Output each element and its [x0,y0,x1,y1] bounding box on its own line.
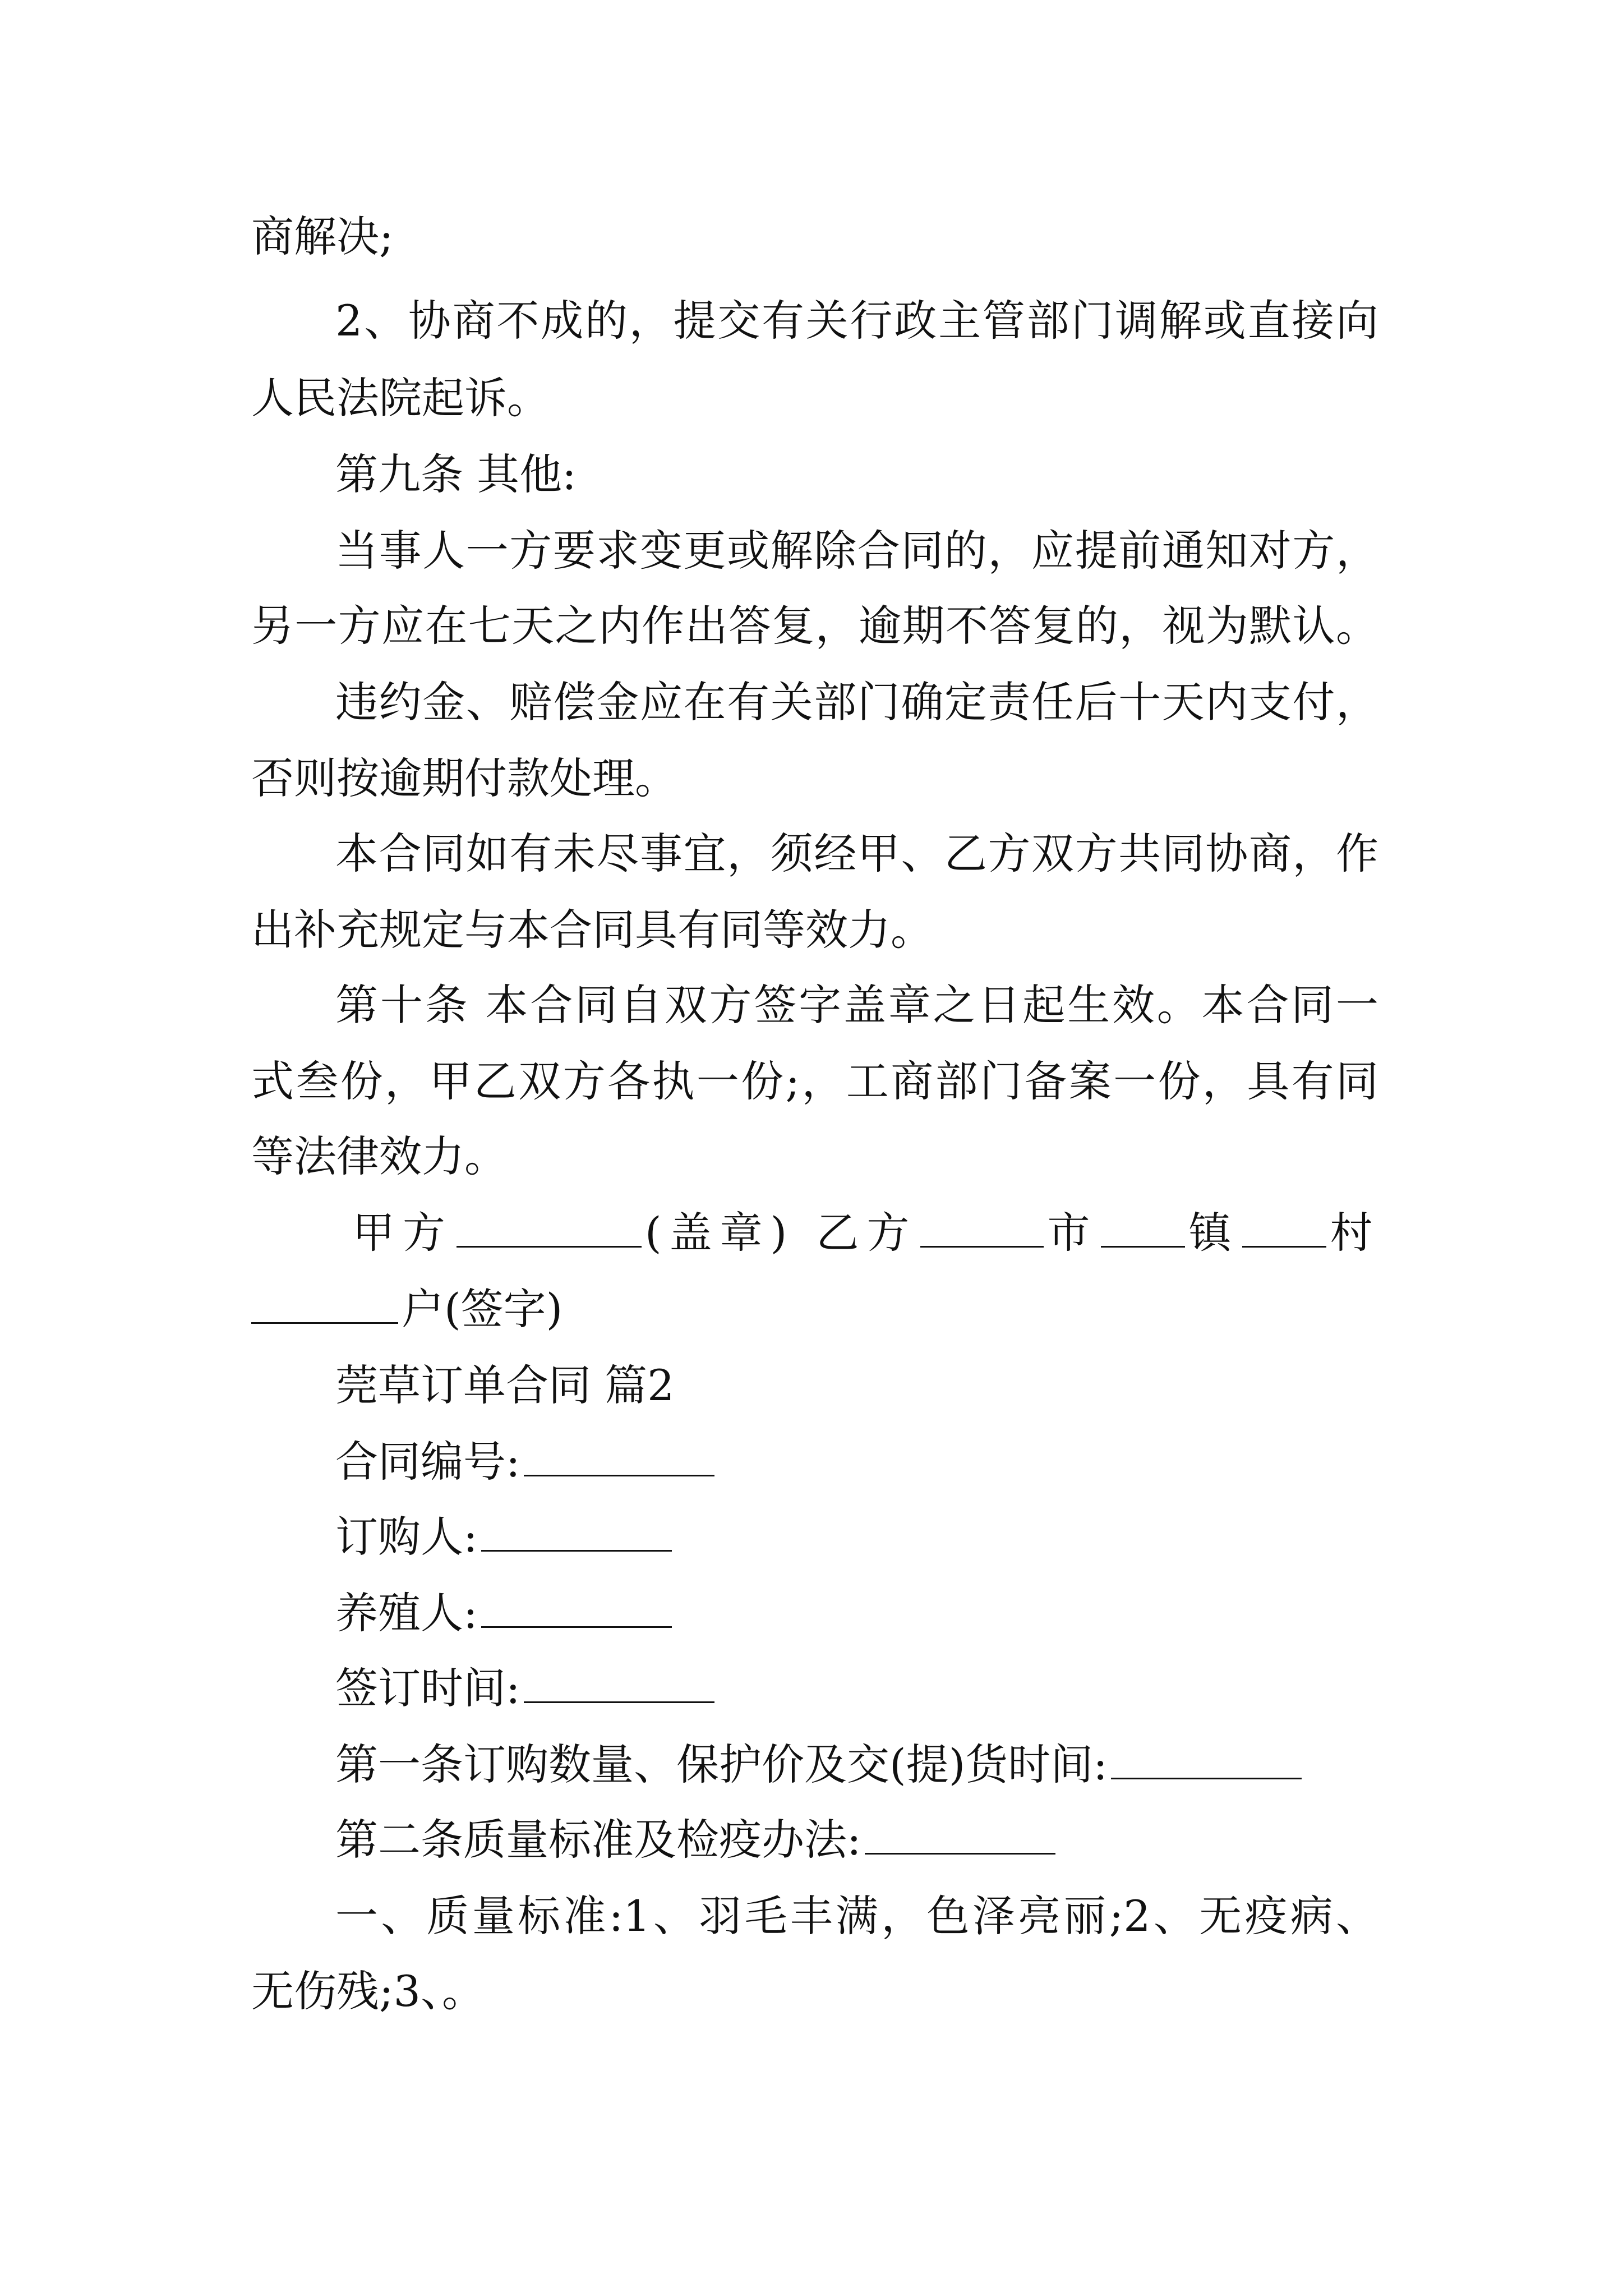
article-heading: 第九条 其他: [335,449,577,499]
paragraph-line: 无伤残;3、。 [251,1966,485,2016]
town-label: 镇 [1188,1208,1239,1258]
paragraph-line: 出补充规定与本合同具有同等效力。 [251,905,933,955]
paragraph-line: 违约金、赔偿金应在有关部门确定责任后十天内支付， [335,677,1378,727]
article2-label: 第二条质量标准及检疫办法: [335,1815,861,1865]
contract-no-label: 合同编号: [335,1437,520,1487]
article1-field [335,1737,1305,1793]
article1-blank [1111,1741,1302,1779]
section-title: 莞草订单合同 篇2 [335,1360,675,1410]
paragraph-line: 第十条 本合同自双方签字盖章之日起生效。本合同一 [335,980,1378,1030]
sign-time-blank [524,1664,714,1703]
household-blank [251,1285,398,1324]
sign-label: (签字) [444,1284,563,1334]
signature-line [352,1205,1380,1261]
city-blank [1101,1209,1185,1248]
contract-no-field [335,1434,718,1490]
town-blank [1242,1209,1326,1248]
paragraph-line: 本合同如有未尽事宜，须经甲、乙方双方共同协商，作 [335,829,1378,878]
party-b-label: 乙方 [816,1208,917,1258]
household-label: 户 [402,1284,444,1334]
paragraph-line: 另一方应在七天之内作出答复，逾期不答复的，视为默认。 [251,601,1378,651]
paragraph-line: 等法律效力。 [251,1131,507,1181]
party-a-blank [457,1209,642,1248]
sign-time-label: 签订时间: [335,1663,520,1713]
party-b-blank [920,1209,1044,1248]
breeder-label: 养殖人: [335,1588,478,1638]
party-a-label: 甲方 [352,1208,453,1258]
article2-field [335,1812,1059,1868]
sign-time-field [335,1660,718,1717]
contract-no-blank [524,1438,714,1476]
paragraph-line: 商解决; [251,211,394,261]
buyer-blank [481,1513,672,1552]
article2-blank [865,1816,1055,1855]
signature-line [251,1281,562,1337]
paragraph-line: 否则按逾期付款处理。 [251,753,677,803]
village-label: 村 [1330,1208,1381,1258]
breeder-field [335,1585,675,1641]
paragraph-line: 式叁份，甲乙双方各执一份;，工商部门备案一份，具有同 [251,1056,1378,1106]
paragraph-line: 2、协商不成的，提交有关行政主管部门调解或直接向 [335,296,1378,346]
paragraph-line: 一、质量标准:1、羽毛丰满，色泽亮丽;2、无疫病、 [335,1891,1378,1941]
article1-label: 第一条订购数量、保护价及交(提)货时间: [335,1740,1108,1789]
paragraph-line: 人民法院起诉。 [251,373,550,423]
city-label: 市 [1047,1208,1098,1258]
breeder-blank [481,1589,672,1628]
paragraph-line: 当事人一方要求变更或解除合同的，应提前通知对方， [335,526,1378,576]
buyer-label: 订购人: [335,1512,478,1562]
seal-label: (盖章) [645,1208,795,1258]
buyer-field [335,1509,675,1565]
